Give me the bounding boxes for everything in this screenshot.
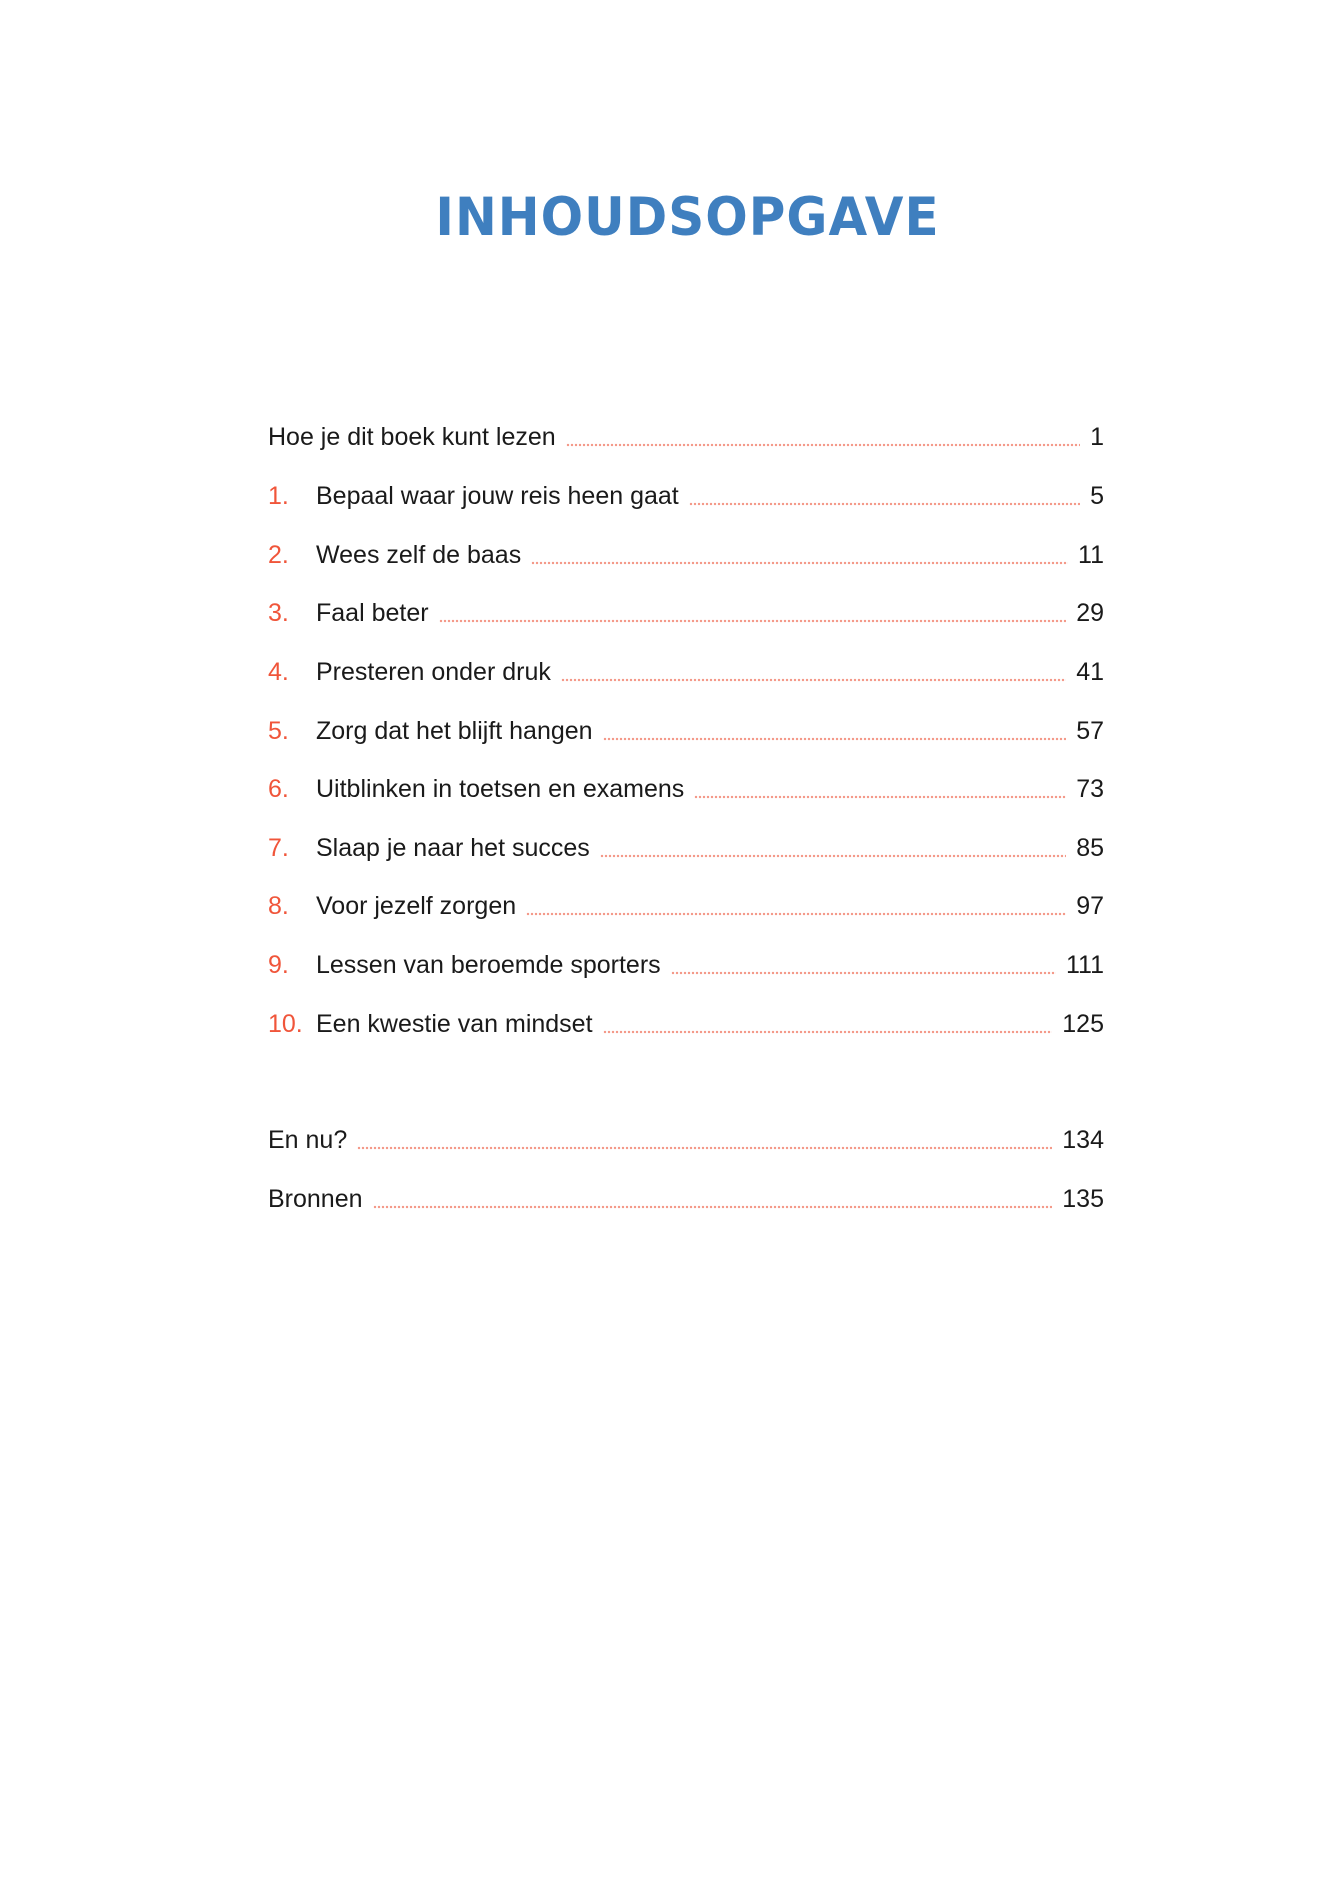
dot-leader	[603, 1030, 1053, 1034]
toc-page-number: 134	[1062, 1126, 1104, 1154]
dot-leader	[671, 971, 1056, 975]
toc-entry-chapter[interactable]	[268, 471, 1104, 511]
dot-leader	[566, 443, 1080, 447]
toc-entry-label: Zorg dat het blijft hangen	[316, 717, 593, 745]
toc-page-number: 125	[1062, 1010, 1104, 1038]
chapter-number: 5.	[268, 717, 289, 745]
dot-leader	[531, 561, 1068, 565]
chapter-number: 9.	[268, 951, 289, 979]
chapter-number: 1.	[268, 482, 289, 510]
chapter-number: 8.	[268, 892, 289, 920]
toc-page-number: 111	[1065, 951, 1104, 979]
toc-page-number: 85	[1076, 834, 1104, 862]
toc-entry-appendix[interactable]	[268, 1174, 1104, 1214]
chapter-number: 7.	[268, 834, 289, 862]
dot-leader	[357, 1146, 1052, 1150]
toc-page-number: 5	[1090, 482, 1104, 510]
toc-entry-label: En nu?	[268, 1126, 348, 1154]
toc-entry-chapter[interactable]	[268, 647, 1104, 687]
toc-entry-chapter[interactable]	[268, 764, 1104, 804]
dot-leader	[603, 737, 1067, 741]
toc-page-number: 11	[1078, 541, 1104, 569]
toc-page-number: 29	[1076, 599, 1104, 627]
chapter-number: 6.	[268, 775, 289, 803]
toc-entry-label: Uitblinken in toetsen en examens	[316, 775, 685, 803]
toc-entry-label: Lessen van beroemde sporters	[316, 951, 661, 979]
toc-entry-label: Wees zelf de baas	[316, 541, 522, 569]
toc-entry-label: Hoe je dit boek kunt lezen	[268, 423, 556, 451]
toc-entry-label: Presteren onder druk	[316, 658, 551, 686]
toc-page-number: 1	[1090, 423, 1104, 451]
toc-entry-chapter[interactable]	[268, 588, 1104, 628]
toc-page-number: 73	[1076, 775, 1104, 803]
toc-page-number: 97	[1076, 892, 1104, 920]
toc-page-number: 41	[1076, 658, 1104, 686]
toc-entry-chapter[interactable]	[268, 999, 1104, 1039]
toc-entry-label: Bronnen	[268, 1185, 363, 1213]
dot-leader	[600, 854, 1066, 858]
toc-entry-label: Een kwestie van mindset	[316, 1010, 593, 1038]
toc-entry-chapter[interactable]	[268, 530, 1104, 570]
toc-entry-label: Bepaal waar jouw reis heen gaat	[316, 482, 679, 510]
toc-page-number: 57	[1076, 717, 1104, 745]
chapter-number: 10.	[268, 1010, 303, 1038]
dot-leader	[439, 619, 1067, 623]
toc-entry-appendix[interactable]	[268, 1115, 1104, 1155]
dot-leader	[561, 678, 1066, 682]
toc-entry-label: Slaap je naar het succes	[316, 834, 590, 862]
chapter-number: 2.	[268, 541, 289, 569]
toc-entry-label: Faal beter	[316, 599, 429, 627]
dot-leader	[526, 912, 1066, 916]
toc-page-number: 135	[1062, 1185, 1104, 1213]
toc-entry-label: Voor jezelf zorgen	[316, 892, 517, 920]
toc-entry-chapter[interactable]	[268, 706, 1104, 746]
toc-entry-chapter[interactable]	[268, 881, 1104, 921]
dot-leader	[694, 795, 1066, 799]
toc-entry-chapter[interactable]	[268, 940, 1104, 980]
toc-entry-intro[interactable]	[268, 412, 1104, 452]
chapter-number: 4.	[268, 658, 289, 686]
toc-entry-chapter[interactable]	[268, 823, 1104, 863]
dot-leader	[689, 502, 1080, 506]
page-title: INHOUDSOPGAVE	[435, 186, 940, 248]
chapter-number: 3.	[268, 599, 289, 627]
dot-leader	[373, 1205, 1053, 1209]
